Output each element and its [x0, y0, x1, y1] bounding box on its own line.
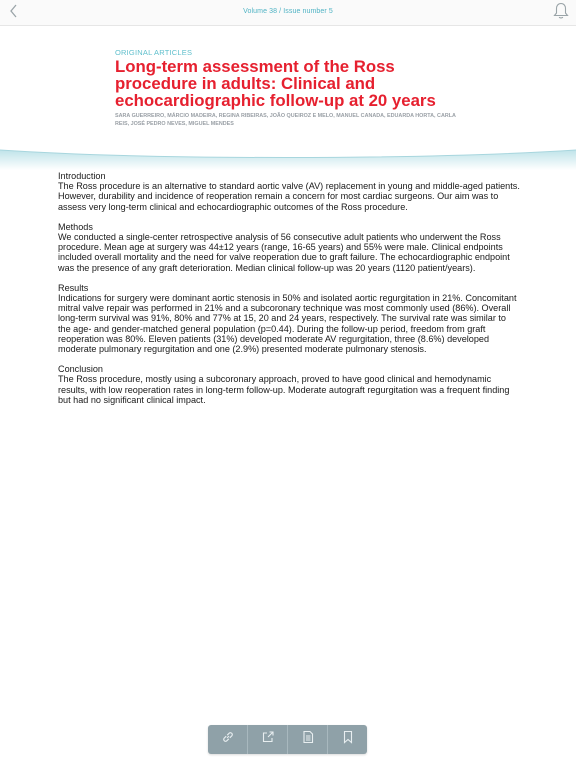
introduction-text: The Ross procedure is an alternative to standard aortic valve (AV) replacement in young and middle-aged patients. However, durability and incidence of reoperation remain a concern for most cardiac surgeons. Our aim was to assess very long-term clinical and echocardiographic outcomes of the Ross procedure. [58, 181, 520, 212]
article-title: Long-term assessment of the Ross procedure in adults: Clinical and echocardiographic follow-up at 20 years [115, 57, 436, 110]
copy-link-button[interactable] [208, 725, 248, 754]
section-label: ORIGINAL ARTICLES [115, 48, 193, 57]
bell-icon [553, 2, 569, 25]
conclusion-section [58, 364, 520, 405]
issue-title: Volume 38 / Issue number 5 [243, 8, 333, 15]
view-document-button[interactable] [288, 725, 328, 754]
document-icon [301, 730, 315, 749]
article-toolbar [208, 725, 367, 754]
methods-section [58, 222, 520, 273]
methods-heading: Methods [58, 221, 93, 232]
top-bar [0, 0, 576, 26]
share-button[interactable] [248, 725, 288, 754]
results-section [58, 283, 520, 354]
introduction-section [58, 171, 520, 212]
header-wave-divider [0, 146, 576, 170]
conclusion-heading: Conclusion [58, 364, 103, 375]
share-icon [261, 730, 275, 749]
bookmark-button[interactable] [328, 725, 367, 754]
bookmark-icon [341, 730, 355, 749]
results-text: Indications for surgery were dominant aortic stenosis in 50% and isolated aortic regurgitation in 21%. Concomitant mitral valve repair was performed in 21% and a subcoronary technique was most commonly used (86%). Overall long-term survival was 91%, 80% and 77% at 15, 20 and 24 years, respectively. The survival rate was similar to the age- and gender-matched general population (p=0.44). During the follow-up period, freedom from graft reoperation was 80%. Eleven patients (31%) developed moderate AV regurgitation, three (8.6%) developed moderate pulmonary regurgitation and one (2.9%) presented moderate pulmonary stenosis. [58, 293, 517, 355]
conclusion-text: The Ross procedure, mostly using a subcoronary approach, proved to have good clinical and hemodynamic results, with low reoperation rates in long-term follow-up. Moderate autograft regurgitation was a frequent finding but had no significant clinical impact. [58, 374, 510, 405]
link-icon [221, 730, 235, 749]
author-list: SARA GUERREIRO, MÁRCIO MADEIRA, REGINA RIBEIRAS, JOÃO QUEIROZ E MELO, MANUEL CANADA, EDUARDA HORTA, CARLA REIS, JOSÉ PEDRO NEVES, MIGUEL MENDES [115, 113, 456, 127]
results-heading: Results [58, 282, 89, 293]
abstract [58, 171, 520, 415]
methods-text: We conducted a single-center retrospective analysis of 56 consecutive adult patients who underwent the Ross procedure. Mean age at surgery was 44±12 years (range, 16-65 years) and 55% were male. Clinical endpoints included overall mortality and the need for valve reoperation due to graft failure. The echocardiographic endpoint was the presence of any graft deterioration. Median clinical follow-up was 20 years (1120 patient/years). [58, 232, 510, 273]
introduction-heading: Introduction [58, 171, 106, 181]
notifications-button[interactable] [551, 2, 571, 24]
